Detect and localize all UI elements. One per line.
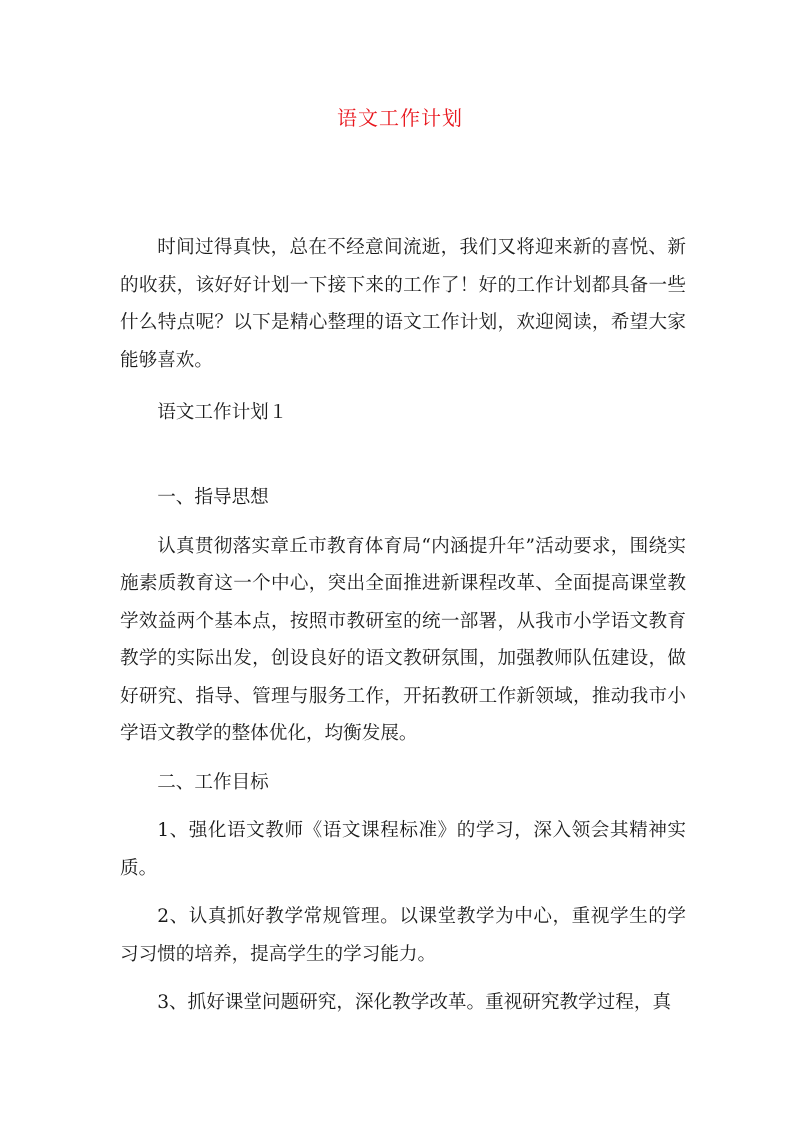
document-title: 语文工作计划 [337,106,463,130]
document-subtitle: 语文工作计划１ [157,402,288,423]
intro-paragraph: 时间过得真快，总在不经意间流逝，我们又将迎来新的喜悦、新的收获，该好好计划一下接下来的工作了！好的工作计划都具备一些什么特点呢？以下是精心整理的语文工作计划，欢迎阅读，希望大家能够喜欢。 [120,237,686,371]
section-paragraph-guiding-thought: 认真贯彻落实章丘市教育体育局“内涵提升年”活动要求，围绕实施素质教育这一个中心，突出全面推进新课程改革、全面提高课堂教学效益两个基本点，按照市教研室的统一部署，从我市小学语文教育教学的实际出发，创设良好的语文教研氛围，加强教师队伍建设，做好研究、指导、管理与服务工作，开拓教研工作新领域，推动我市小学语文教学的整体优化，均衡发展。 [120,535,686,744]
goal-item-1: 1、强化语文教师《语文课程标准》的学习，深入领会其精神实质。 [120,820,686,879]
content-sections [120,479,686,1022]
goal-item-2: 2、认真抓好教学常规管理。以课堂教学为中心，重视学生的学习习惯的培养，提高学生的学习能力。 [120,906,686,965]
subtitle-block [120,394,686,432]
section-heading-work-goals: 二、工作目标 [157,771,269,793]
section-heading-guiding-thought: 一、指导思想 [157,487,269,508]
intro-block [120,229,686,379]
goal-item-3: 3、抓好课堂问题研究，深化教学改革。重视研究教学过程，真 [157,992,672,1013]
